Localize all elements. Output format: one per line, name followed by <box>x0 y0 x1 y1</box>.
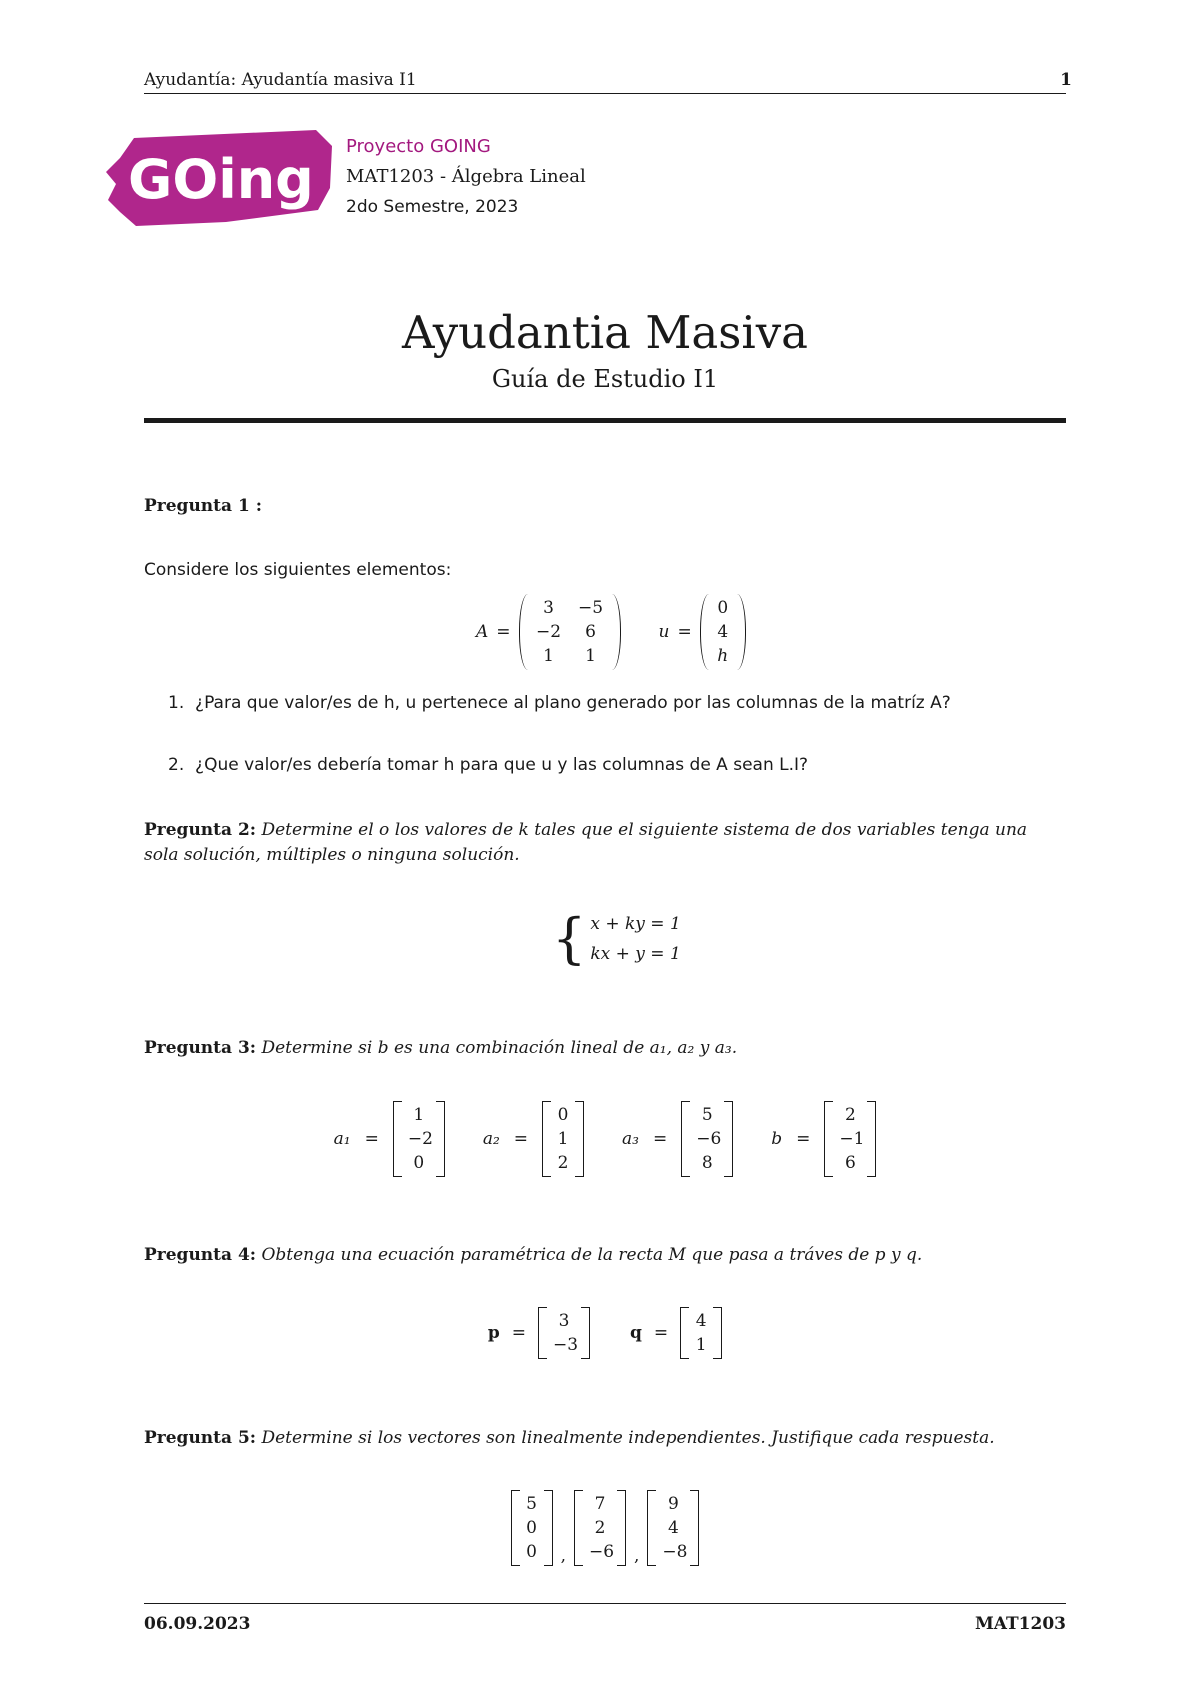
vector-2: 7 2 −6 <box>574 1490 626 1566</box>
q1-matrices: A = 3 −2 1 −5 6 1 u = 0 4 h <box>476 594 746 670</box>
vector-1: 5 0 0 <box>511 1490 553 1566</box>
q3-vectors: a₁ = 1 −2 0 a₂ = 0 1 2 a₃ = 5 −6 8 b = 2 −1 6 <box>144 1101 1066 1177</box>
page-subtitle: Guía de Estudio I1 <box>491 365 719 393</box>
vector-p: 3 −3 <box>538 1307 590 1359</box>
page-number: 1 <box>1060 70 1072 90</box>
q4-statement: Pregunta 4: Obtenga una ecuación paramétrica de la recta M que pasa a tráves de p y q. <box>144 1245 923 1265</box>
header-rule <box>144 93 1066 94</box>
vector-b: 2 −1 6 <box>824 1101 876 1177</box>
vector-a3: 5 −6 8 <box>681 1101 733 1177</box>
page-title: Ayudantia Masiva <box>402 306 808 359</box>
vector-q: 4 1 <box>680 1307 722 1359</box>
q2-system: { x + ky = 1 kx + y = 1 <box>552 907 681 970</box>
vector-u-name: u <box>658 622 670 642</box>
project-name: Proyecto GOING <box>346 136 491 157</box>
footer-rule <box>144 1603 1066 1604</box>
q1-item-1: 1. ¿Para que valor/es de h, u pertenece al plano generado por las columnas de la matríz A? <box>168 693 951 713</box>
q1-intro: Considere los siguientes elementos: <box>144 560 452 580</box>
vector-a1: 1 −2 0 <box>393 1101 445 1177</box>
semester: 2do Semestre, 2023 <box>346 197 519 217</box>
q2-statement: Pregunta 2: Determine el o los valores de k tales que el siguiente sistema de dos variables tenga una sola solución, múltiples o ninguna solución. <box>144 820 1028 865</box>
q4-vectors: p = 3 −3 q = 4 1 <box>144 1307 1066 1359</box>
logo-text: GOing <box>128 148 314 211</box>
q1-item-2: 2. ¿Que valor/es debería tomar h para que u y las columnas de A sean L.I? <box>168 755 809 775</box>
footer-date: 06.09.2023 <box>144 1614 251 1634</box>
vector-3: 9 4 −8 <box>647 1490 699 1566</box>
q3-statement: Pregunta 3: Determine si b es una combinación lineal de a₁, a₂ y a₃. <box>144 1038 738 1058</box>
vector-u: 0 4 h <box>700 594 746 670</box>
q1-label: Pregunta 1 : <box>144 496 262 516</box>
vector-a2: 0 1 2 <box>542 1101 584 1177</box>
going-logo <box>106 128 334 232</box>
matrix-a: 3 −2 1 −5 6 1 <box>519 594 621 670</box>
footer-course: MAT1203 <box>974 1614 1066 1634</box>
matrix-a-name: A <box>476 622 489 642</box>
course-title: MAT1203 - Álgebra Lineal <box>346 166 586 187</box>
title-rule <box>144 418 1066 423</box>
equation-1: x + ky = 1 <box>590 914 681 934</box>
equation-2: kx + y = 1 <box>590 944 681 964</box>
q5-vectors: 5 0 0 , 7 2 −6 , 9 4 −8 <box>144 1490 1066 1566</box>
running-title: Ayudantía: Ayudantía masiva I1 <box>144 70 417 90</box>
q5-statement: Pregunta 5: Determine si los vectores son linealmente independientes. Justifique cada respuesta. <box>144 1428 995 1448</box>
